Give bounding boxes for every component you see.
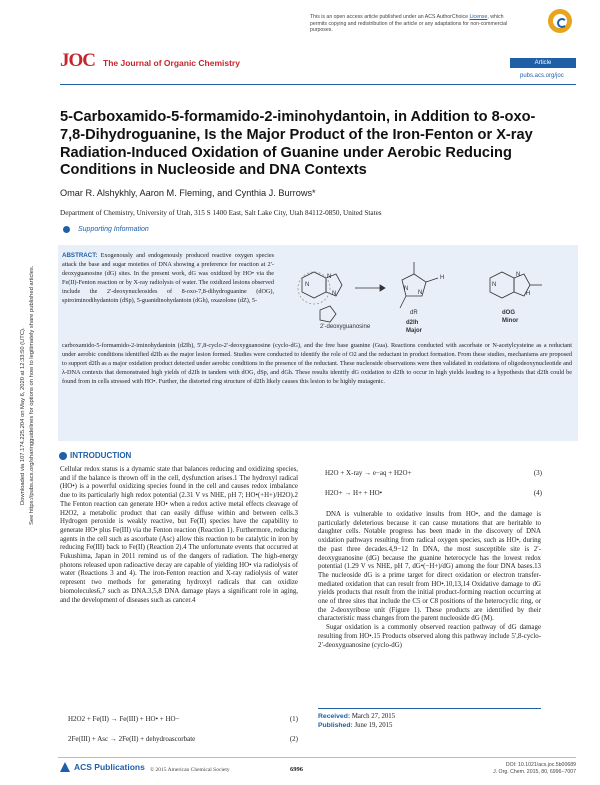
footer-divider	[58, 757, 576, 758]
journal-url-link[interactable]: pubs.acs.org/joc	[520, 73, 564, 79]
journal-logo: JOC	[60, 50, 95, 71]
equation-row: H2O + X-ray → e−aq + H2O+ (3)	[325, 469, 542, 477]
download-sidebar	[20, 205, 35, 725]
copyright: © 2015 American Chemical Society	[150, 767, 230, 773]
svg-text:N: N	[418, 290, 423, 296]
sharing-guidelines-link[interactable]: See https://pubs.acs.org/sharingguidelines for options on how to legitimately share published articles.	[29, 265, 35, 525]
toc-label-right: dOG	[502, 310, 515, 316]
page-number: 6996	[290, 766, 303, 773]
equation-row: H2O2 + Fe(II) → Fe(III) + HO• + HO− (1)	[68, 715, 298, 723]
svg-text:N: N	[492, 282, 497, 288]
section-heading-introduction: INTRODUCTION	[70, 451, 132, 460]
header-divider	[60, 84, 576, 85]
received-label: Received:	[318, 713, 351, 720]
download-info: Downloaded via 107.174.225.204 on May 6, 2020 at 12:33:50 (UTC).	[20, 327, 26, 505]
open-access-badge-icon	[548, 9, 572, 33]
toc-label-left: 2'-deoxyguanosine	[320, 324, 371, 330]
svg-text:H: H	[526, 291, 531, 297]
license-note: This is an open access article published under an ACS AuthorChoice License, which permits copying and redistribution of the article or any adaptations for non-commercial purposes.	[310, 14, 508, 34]
equation-row: 2Fe(III) + Asc → 2Fe(II) + dehydroascorbate (2)	[68, 735, 298, 743]
article-title: 5-Carboxamido-5-formamido-2-iminohydantoin, in Addition to 8-oxo-7,8-Dihydroguanine, Is the Major Product of the Iron-Fenton or X-ray Radiation-Induced Oxidation of Guanine under Aerobic Reducing Conditions in Nucleoside and DNA Contexts	[60, 109, 536, 179]
svg-text:H: H	[440, 275, 445, 281]
svg-text:N: N	[327, 274, 332, 280]
toc-graphic	[280, 248, 574, 346]
abstract-label: ABSTRACT:	[62, 252, 98, 259]
affiliation: Department of Chemistry, University of Utah, 315 S 1400 East, Salt Lake City, Utah 84112-0850, United States	[60, 209, 382, 217]
received-date: March 27, 2015	[351, 713, 396, 720]
doi-link[interactable]: DOI: 10.1021/acs.joc.5b00689	[505, 762, 576, 768]
svg-text:N: N	[332, 291, 337, 297]
toc-label-mid2: Major	[406, 328, 423, 334]
supporting-info-icon[interactable]	[63, 226, 70, 233]
paragraph: DNA is vulnerable to oxidative insults from HO•, and the damage is particularly deleterious because it can cause mutations that are heritable to daughter cells. Notable progress has been made in the discovery of DNA oxidation pathways resulting from radical oxygen species, such as HO•, during the past three decades.4,9−12 In DNA, the most susceptible site is 2′-deoxyguanosine (dG) because the guanine heterocycle has the lowest redox potential (1.29 V vs NHE, pH 7, dG•(−H+)/dG) among the four DNA bases.13 The nucleoside dG is a prime target for direct oxidation or electron transfer-mediated oxidation that can result from HO•.10,13,14 Oxidative damage to dG yields products that result from the initial product-forming reaction occurring at one of three sites that include the C5 or C8 positions of the heterocyclic ring, or the 2-deoxyribose unit (Figure 1). These products are identified by their characteristic mass changes from the parent nucleoside dG (M).	[318, 511, 541, 623]
doi-block	[484, 762, 576, 775]
equations-right	[317, 469, 542, 509]
published-date: June 19, 2015	[354, 722, 393, 729]
svg-text:N: N	[305, 282, 310, 288]
toc-label-dR: dR	[410, 310, 418, 316]
authors: Omar R. Alshykhly, Aaron M. Fleming, and Cynthia J. Burrows*	[60, 188, 316, 198]
article-type-tag: Article	[510, 58, 576, 68]
equation-row: H2O+ → H+ + HO• (4)	[325, 489, 542, 497]
dates-box	[318, 708, 541, 730]
section-bullet-icon	[59, 452, 67, 460]
svg-text:N: N	[516, 272, 521, 278]
license-link[interactable]: License	[469, 14, 488, 20]
acs-logo-icon	[60, 762, 70, 772]
intro-right-column	[318, 511, 541, 650]
equations-left	[60, 715, 298, 755]
intro-left-column: Cellular redox status is a dynamic state that balances reducing and oxidizing species, and if the balance is thrown off in the cell, dysfunction arises.1 The hydroxyl radical (HO•) is a powerful oxidizing species found in the cell and causes redox imbalance due to its particularly high redox potential (2.31 V vs NHE, pH 7; HO•(+H+)/H2O).2 The Fenton reaction can generate HO• when a redox active metal effects cleavage of H2O2, a metabolic product that can easily diffuse within and between cells.3 Hydrogen peroxide is weakly reactive, but Fe(II) species have the capability to generate HO• plus Fe(III) via the Fenton reaction (Reaction 1). Furthermore, reducing agents in the cell such as ascorbate (Asc) allow this reaction to be catalytic in iron by reducing Fe(III) back to Fe(II) (Reaction 2).4 The unfortunate events that occurred at Fukushima, Japan in 2011 remind us of the dangers of radiation. The high-energy photons released upon radioactive decay are capable of yielding HO• via radiolysis of water (Reactions 3 and 4). The iron-Fenton reaction and X-ray radiolysis of water represent two methods for generating hydroxyl radicals that can oxidize biomolecules6,7 such as DNA.3,5,8 DNA damage plays a significant role in aging, and the development of diseases such as cancer.4	[60, 466, 298, 604]
citation: J. Org. Chem. 2015, 80, 6996−7007	[493, 768, 576, 775]
journal-name: The Journal of Organic Chemistry	[103, 58, 240, 68]
toc-label-right2: Minor	[502, 318, 519, 324]
abstract-text-bottom: carboxamido-5-formamido-2-iminohydantoin (d2Ih), 5′,8-cyclo-2′-deoxyguanosine (cyclo-dG), and the free base guanine (Gua). Reactions conducted with ascorbate or N-acetylcysteine as a reductant under aerobic conditions identified d2Ih as the major lesion formed. Studies were conducted to identify the role of O2 and the reductant in product formation. From these studies, mechanisms are proposed to support d2Ih as a major oxidation product detected under aerobic conditions in the presence of the reductant. These nucleoside observations were then validated in oxidations of oligodeoxynucleotide and λ-DNA contexts that demonstrated high yields of d2Ih in tandem with dOG, dSp, and dGh. These results identify dG oxidation to d2Ih to occur in high yields leading to a hypothesis that d2Ih could be found from in cells stressed with HO•. Further, the distorted ring structure of d2Ih likely causes this lesion to be highly mutagenic.	[62, 342, 572, 385]
published-label: Published:	[318, 722, 353, 729]
paragraph: Sugar oxidation is a commonly observed reaction pathway of dG damage resulting from HO•.15 Products observed along this pathway include 5′,8-cyclo-2′-deoxyguanosine (cyclo-dG)	[318, 624, 541, 649]
supporting-info-link[interactable]: Supporting Information	[78, 226, 149, 233]
toc-label-mid: d2Ih	[406, 320, 419, 326]
svg-text:N: N	[404, 286, 409, 292]
abstract-text-top: ABSTRACT: Exogenously and endogenously produced reactive oxygen species attack the base and sugar moieties of DNA showing a preference for reaction at 2′-deoxyguanosine (dG) sites. In the present work, dG was oxidized by HO• via the Fe(II)-Fenton reaction or by X-ray radiolysis of water. The oxidized lesions observed include the 2′-deoxynucleosides of 8-oxo-7,8-dihydroguanine (dOG), spiroiminodihydantoin (dSp), 5-guanidinohydantoin (dGh), oxazolone (dZ), 5-	[62, 252, 275, 304]
publisher-logo: ACS Publications	[74, 762, 145, 772]
